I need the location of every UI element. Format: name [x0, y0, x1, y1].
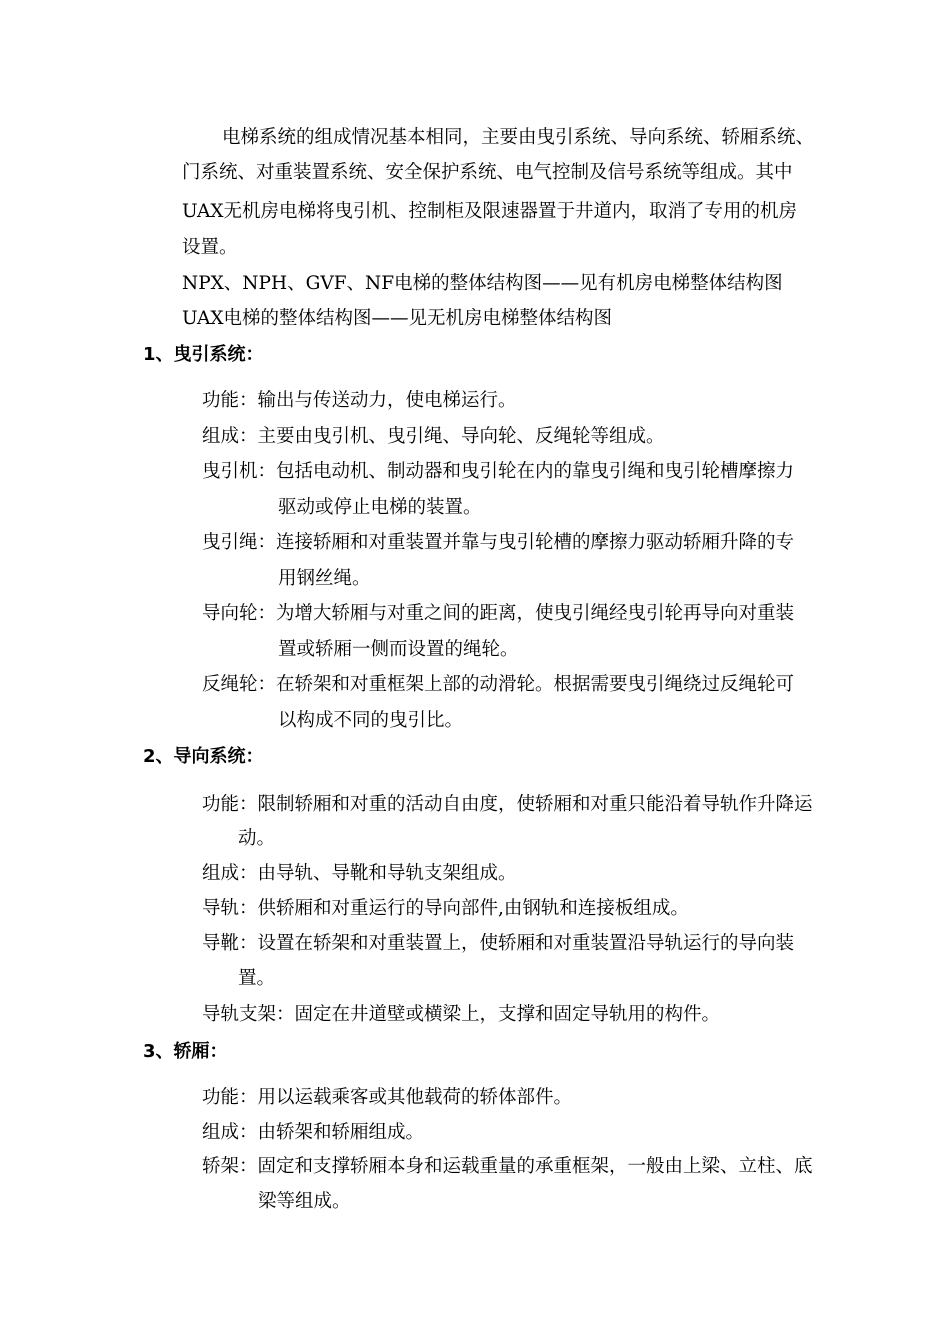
- section-item-continuation: 置或轿厢一侧而设置的绳轮。: [278, 639, 519, 660]
- intro-line: 电梯系统的组成情况基本相同，主要由曳引系统、导向系统、轿厢系统、: [222, 127, 815, 148]
- intro-reference: NPX、NPH、GVF、NF电梯的整体结构图——见有机房电梯整体结构图: [182, 273, 783, 294]
- section-item: 导靴：设置在轿架和对重装置上，使轿厢和对重装置沿导轨运行的导向装: [202, 933, 795, 954]
- intro-reference: UAX电梯的整体结构图——见无机房电梯整体结构图: [182, 308, 613, 329]
- section-item: 功能：用以运载乘客或其他载荷的轿体部件。: [202, 1087, 573, 1108]
- section-item: 导轨支架：固定在井道壁或横梁上，支撑和固定导轨用的构件。: [202, 1004, 721, 1025]
- section-item: 组成：主要由曳引机、曳引绳、导向轮、反绳轮等组成。: [202, 426, 665, 447]
- intro-line: 门系统、对重装置系统、安全保护系统、电气控制及信号系统等组成。其中: [182, 162, 793, 183]
- section-item-continuation: 用钢丝绳。: [278, 568, 371, 589]
- section-item: 导向轮：为增大轿厢与对重之间的距离，使曳引绳经曳引轮再导向对重装: [202, 603, 795, 624]
- section-item: 功能：输出与传送动力，使电梯运行。: [202, 390, 517, 411]
- section-heading: 1、曳引系统：: [143, 344, 264, 365]
- section-item: 功能：限制轿厢和对重的活动自由度，使轿厢和对重只能沿着导轨作升降运: [202, 794, 813, 815]
- intro-line: UAX无机房电梯将曳引机、控制柜及限速器置于井道内，取消了专用的机房: [182, 201, 798, 222]
- section-item-continuation: 动。: [238, 828, 276, 849]
- section-item: 反绳轮：在轿架和对重框架上部的动滑轮。根据需要曳引绳绕过反绳轮可: [202, 674, 795, 695]
- section-item-continuation: 以构成不同的曳引比。: [278, 710, 464, 731]
- intro-line: 设置。: [182, 237, 238, 258]
- section-item: 曳引绳：连接轿厢和对重装置并靠与曳引轮槽的摩擦力驱动轿厢升降的专: [202, 532, 795, 553]
- section-heading: 3、轿厢：: [143, 1041, 228, 1062]
- section-item: 组成：由轿架和轿厢组成。: [202, 1122, 425, 1143]
- section-item: 轿架：固定和支撑轿厢本身和运载重量的承重框架，一般由上梁、立柱、底: [202, 1156, 813, 1177]
- section-item: 组成：由导轨、导靴和导轨支架组成。: [202, 863, 517, 884]
- section-item: 曳引机：包括电动机、制动器和曳引轮在内的靠曳引绳和曳引轮槽摩擦力: [202, 461, 795, 482]
- section-item: 导轨：供轿厢和对重运行的导向部件,由钢轨和连接板组成。: [202, 898, 689, 919]
- section-item-continuation: 驱动或停止电梯的装置。: [278, 497, 482, 518]
- section-item-continuation: 梁等组成。: [258, 1191, 351, 1212]
- section-heading: 2、导向系统：: [143, 746, 264, 767]
- section-item-continuation: 置。: [238, 968, 276, 989]
